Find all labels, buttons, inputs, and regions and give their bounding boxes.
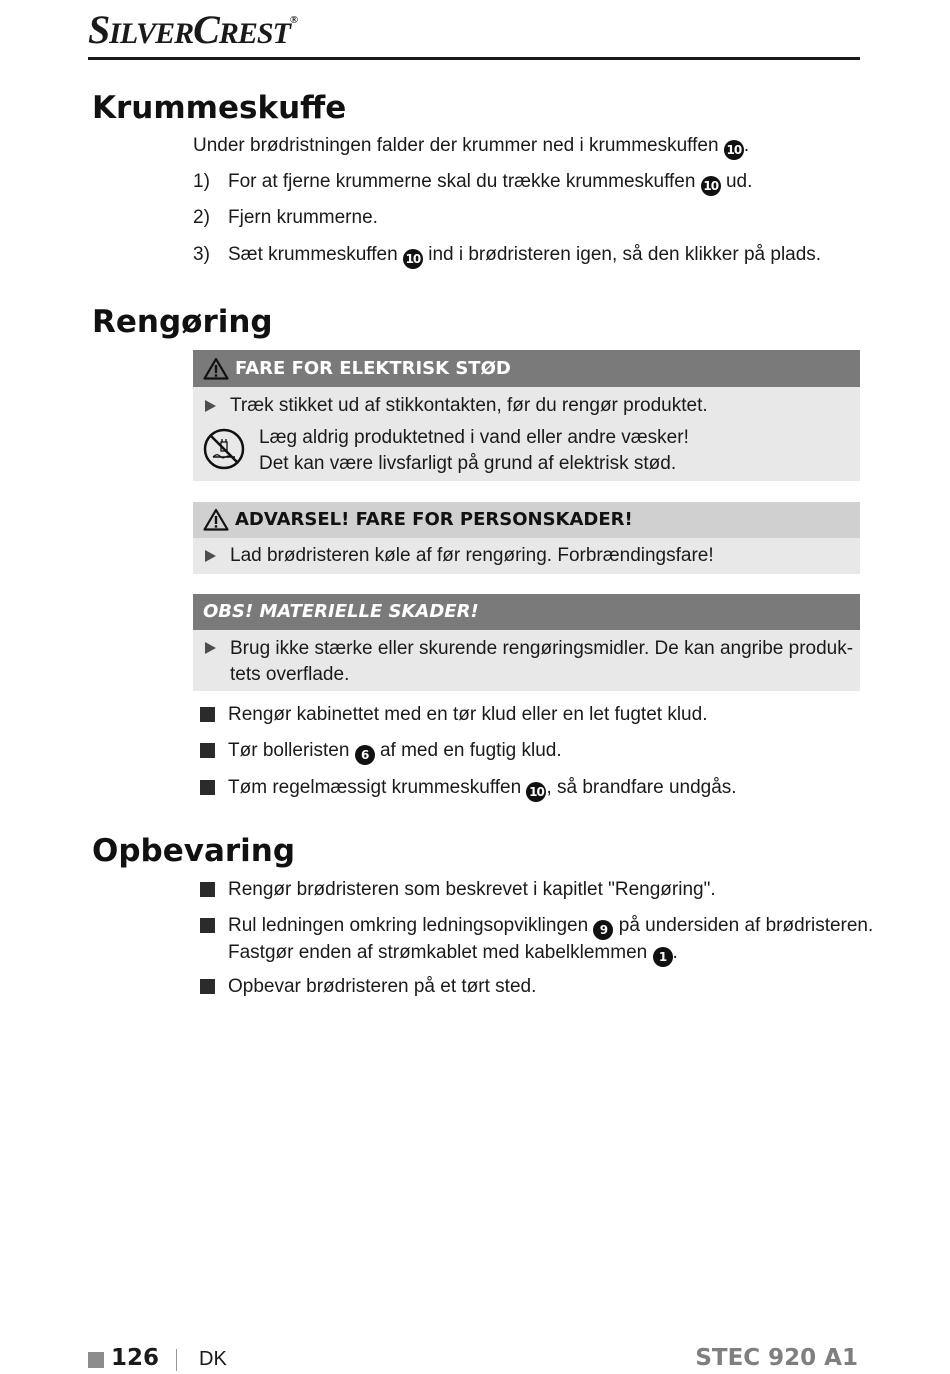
step-text: Sæt krummeskuffen 10 ind i brødristeren igen, så den klikker på plads. — [228, 242, 821, 269]
ref-number-badge: 10 — [701, 176, 721, 196]
footer-divider — [176, 1349, 177, 1371]
ref-number-badge: 10 — [403, 249, 423, 269]
brand-logo: SILVERCREST® — [88, 7, 298, 52]
step-number: 3) — [193, 244, 210, 265]
step-number: 2) — [193, 207, 210, 228]
no-water-icon — [203, 428, 245, 470]
footer-square-icon — [88, 1352, 104, 1368]
section-title-rengoring: Rengøring — [92, 304, 273, 340]
warning-header-electric: FARE FOR ELEKTRISK STØD — [193, 350, 860, 387]
bullet-text: Rengør kabinettet med en tør klud eller en let fugtet klud. — [228, 704, 708, 725]
warning-triangle-icon — [203, 357, 229, 380]
step-text: Fjern krummerne. — [228, 207, 378, 228]
square-bullet — [200, 918, 215, 933]
ref-number-badge: 9 — [593, 920, 613, 940]
bullet-text: Tør bolleristen 6 af med en fugtig klud. — [228, 738, 562, 765]
notice-body-material — [193, 630, 860, 691]
warning-item: Træk stikket ud af stikkontakten, før du rengør produktet. — [230, 395, 708, 416]
warning-text-line: Læg aldrig produktetned i vand eller andre væsker! — [259, 427, 689, 448]
ref-number-badge: 10 — [526, 782, 546, 802]
square-bullet — [200, 743, 215, 758]
step-text: For at fjerne krummerne skal du trække krummeskuffen 10 ud. — [228, 169, 752, 196]
bullet-text: Opbevar brødristeren på et tørt sted. — [228, 976, 537, 997]
section-title-opbevaring: Opbevaring — [92, 833, 296, 869]
warning-header-injury: ADVARSEL! FARE FOR PERSONSKADER! — [193, 502, 860, 538]
ref-number-badge: 1 — [653, 947, 673, 967]
intro-paragraph: Under brødristningen falder der krummer ned i krummeskuffen 10 . — [193, 133, 749, 160]
section-title-krummeskuffe: Krummeskuffe — [92, 90, 347, 126]
warning-triangle-icon — [203, 508, 229, 531]
warning-body-injury — [193, 538, 860, 574]
warning-item: Lad brødristeren køle af før rengøring. Forbrændingsfare! — [230, 545, 714, 566]
header-rule — [88, 57, 860, 60]
page-number: 126 — [111, 1345, 160, 1371]
model-number: STEC 920 A1 — [695, 1345, 858, 1371]
bullet-text: Tøm regelmæssigt krummeskuffen 10 , så brandfare undgås. — [228, 775, 737, 802]
square-bullet — [200, 979, 215, 994]
square-bullet — [200, 707, 215, 722]
arrow-bullet-icon — [205, 642, 216, 654]
arrow-bullet-icon — [205, 400, 216, 412]
step-number: 1) — [193, 171, 210, 192]
square-bullet — [200, 780, 215, 795]
square-bullet — [200, 882, 215, 897]
language-code: DK — [199, 1348, 227, 1370]
notice-text-line: tets overflade. — [230, 664, 350, 685]
bullet-text: Rul ledningen omkring ledningsopviklingen 9 på undersiden af brødristeren. — [228, 913, 873, 940]
warning-body-electric — [193, 387, 860, 481]
ref-number-badge: 10 — [724, 140, 744, 160]
bullet-text: Rengør brødristeren som beskrevet i kapitlet "Rengøring". — [228, 879, 716, 900]
arrow-bullet-icon — [205, 550, 216, 562]
notice-text-line: Brug ikke stærke eller skurende rengøringsmidler. De kan angribe produk- — [230, 638, 854, 659]
notice-header-material: OBS! MATERIELLE SKADER! — [193, 594, 860, 630]
bullet-text-continuation: Fastgør enden af strømkablet med kabelklemmen 1 . — [228, 940, 678, 967]
warning-text-line: Det kan være livsfarligt på grund af elektrisk stød. — [259, 453, 677, 474]
ref-number-badge: 6 — [355, 745, 375, 765]
